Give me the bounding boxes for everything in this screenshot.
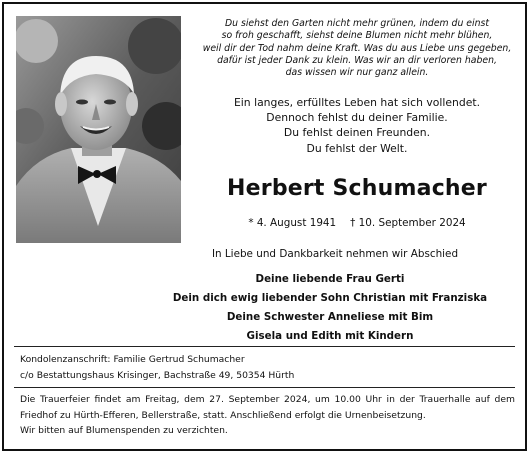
poem-line: weil dir der Tod nahm deine Kraft. Was du aus Liebe uns gegeben,	[202, 42, 512, 54]
divider-bottom	[14, 387, 515, 388]
verse-line: Du fehlst deinen Freunden.	[283, 126, 431, 140]
mourners-list	[100, 270, 529, 346]
verse-line: Ein langes, erfülltes Leben hat sich vollendet.	[233, 96, 481, 109]
poem-line: dafür ist jeder Dank zu klein. Was wir an dir verloren haben,	[217, 54, 497, 66]
mourner-entry: Deine Schwester Anneliese mit Bim	[226, 311, 434, 323]
birth-date: * 4. August 1941	[248, 217, 337, 229]
memorial-verse	[196, 95, 518, 156]
verse-line: Du fehlst der Welt.	[306, 141, 408, 155]
poem-line: so froh geschafft, siehst deine Blumen nicht mehr blühen,	[221, 30, 493, 42]
poem-line: das wissen wir nur ganz allein.	[285, 67, 429, 79]
farewell-intro: In Liebe und Dankbarkeit nehmen wir Abschied	[211, 248, 459, 260]
mourner-entry: Dein dich ewig liebender Sohn Christian mit Franziska	[172, 292, 488, 304]
notice-line: Wir bitten auf Blumenspenden zu verzichten.	[20, 425, 228, 436]
portrait-photo	[16, 16, 181, 243]
address-line: Kondolenzanschrift: Familie Gertrud Schumacher	[20, 354, 245, 365]
notice-line: Die Trauerfeier findet am Freitag, dem 27. September 2024, um 10.00 Uhr in der Trauerhalle auf dem	[20, 394, 515, 405]
death-date: † 10. September 2024	[350, 217, 466, 229]
condolence-address	[20, 352, 510, 383]
life-dates	[196, 217, 518, 229]
deceased-name: Herbert Schumacher	[227, 176, 487, 201]
mourner-entry: Deine liebende Frau Gerti	[255, 273, 405, 285]
poem-line: Du siehst den Garten nicht mehr grünen, indem du einst	[225, 18, 489, 29]
verse-line: Dennoch fehlst du deiner Familie.	[266, 111, 448, 125]
funeral-notice	[20, 392, 515, 439]
notice-line: Friedhof zu Hürth-Efferen, Bellerstraße, statt. Anschließend erfolgt die Urnenbeisetzung.	[20, 409, 426, 421]
divider-top	[14, 346, 515, 347]
address-line: c/o Bestattungshaus Krisinger, Bachstraße 49, 50354 Hürth	[20, 369, 295, 381]
mourner-entry: Gisela und Edith mit Kindern	[246, 330, 414, 342]
memorial-poem	[196, 18, 518, 79]
